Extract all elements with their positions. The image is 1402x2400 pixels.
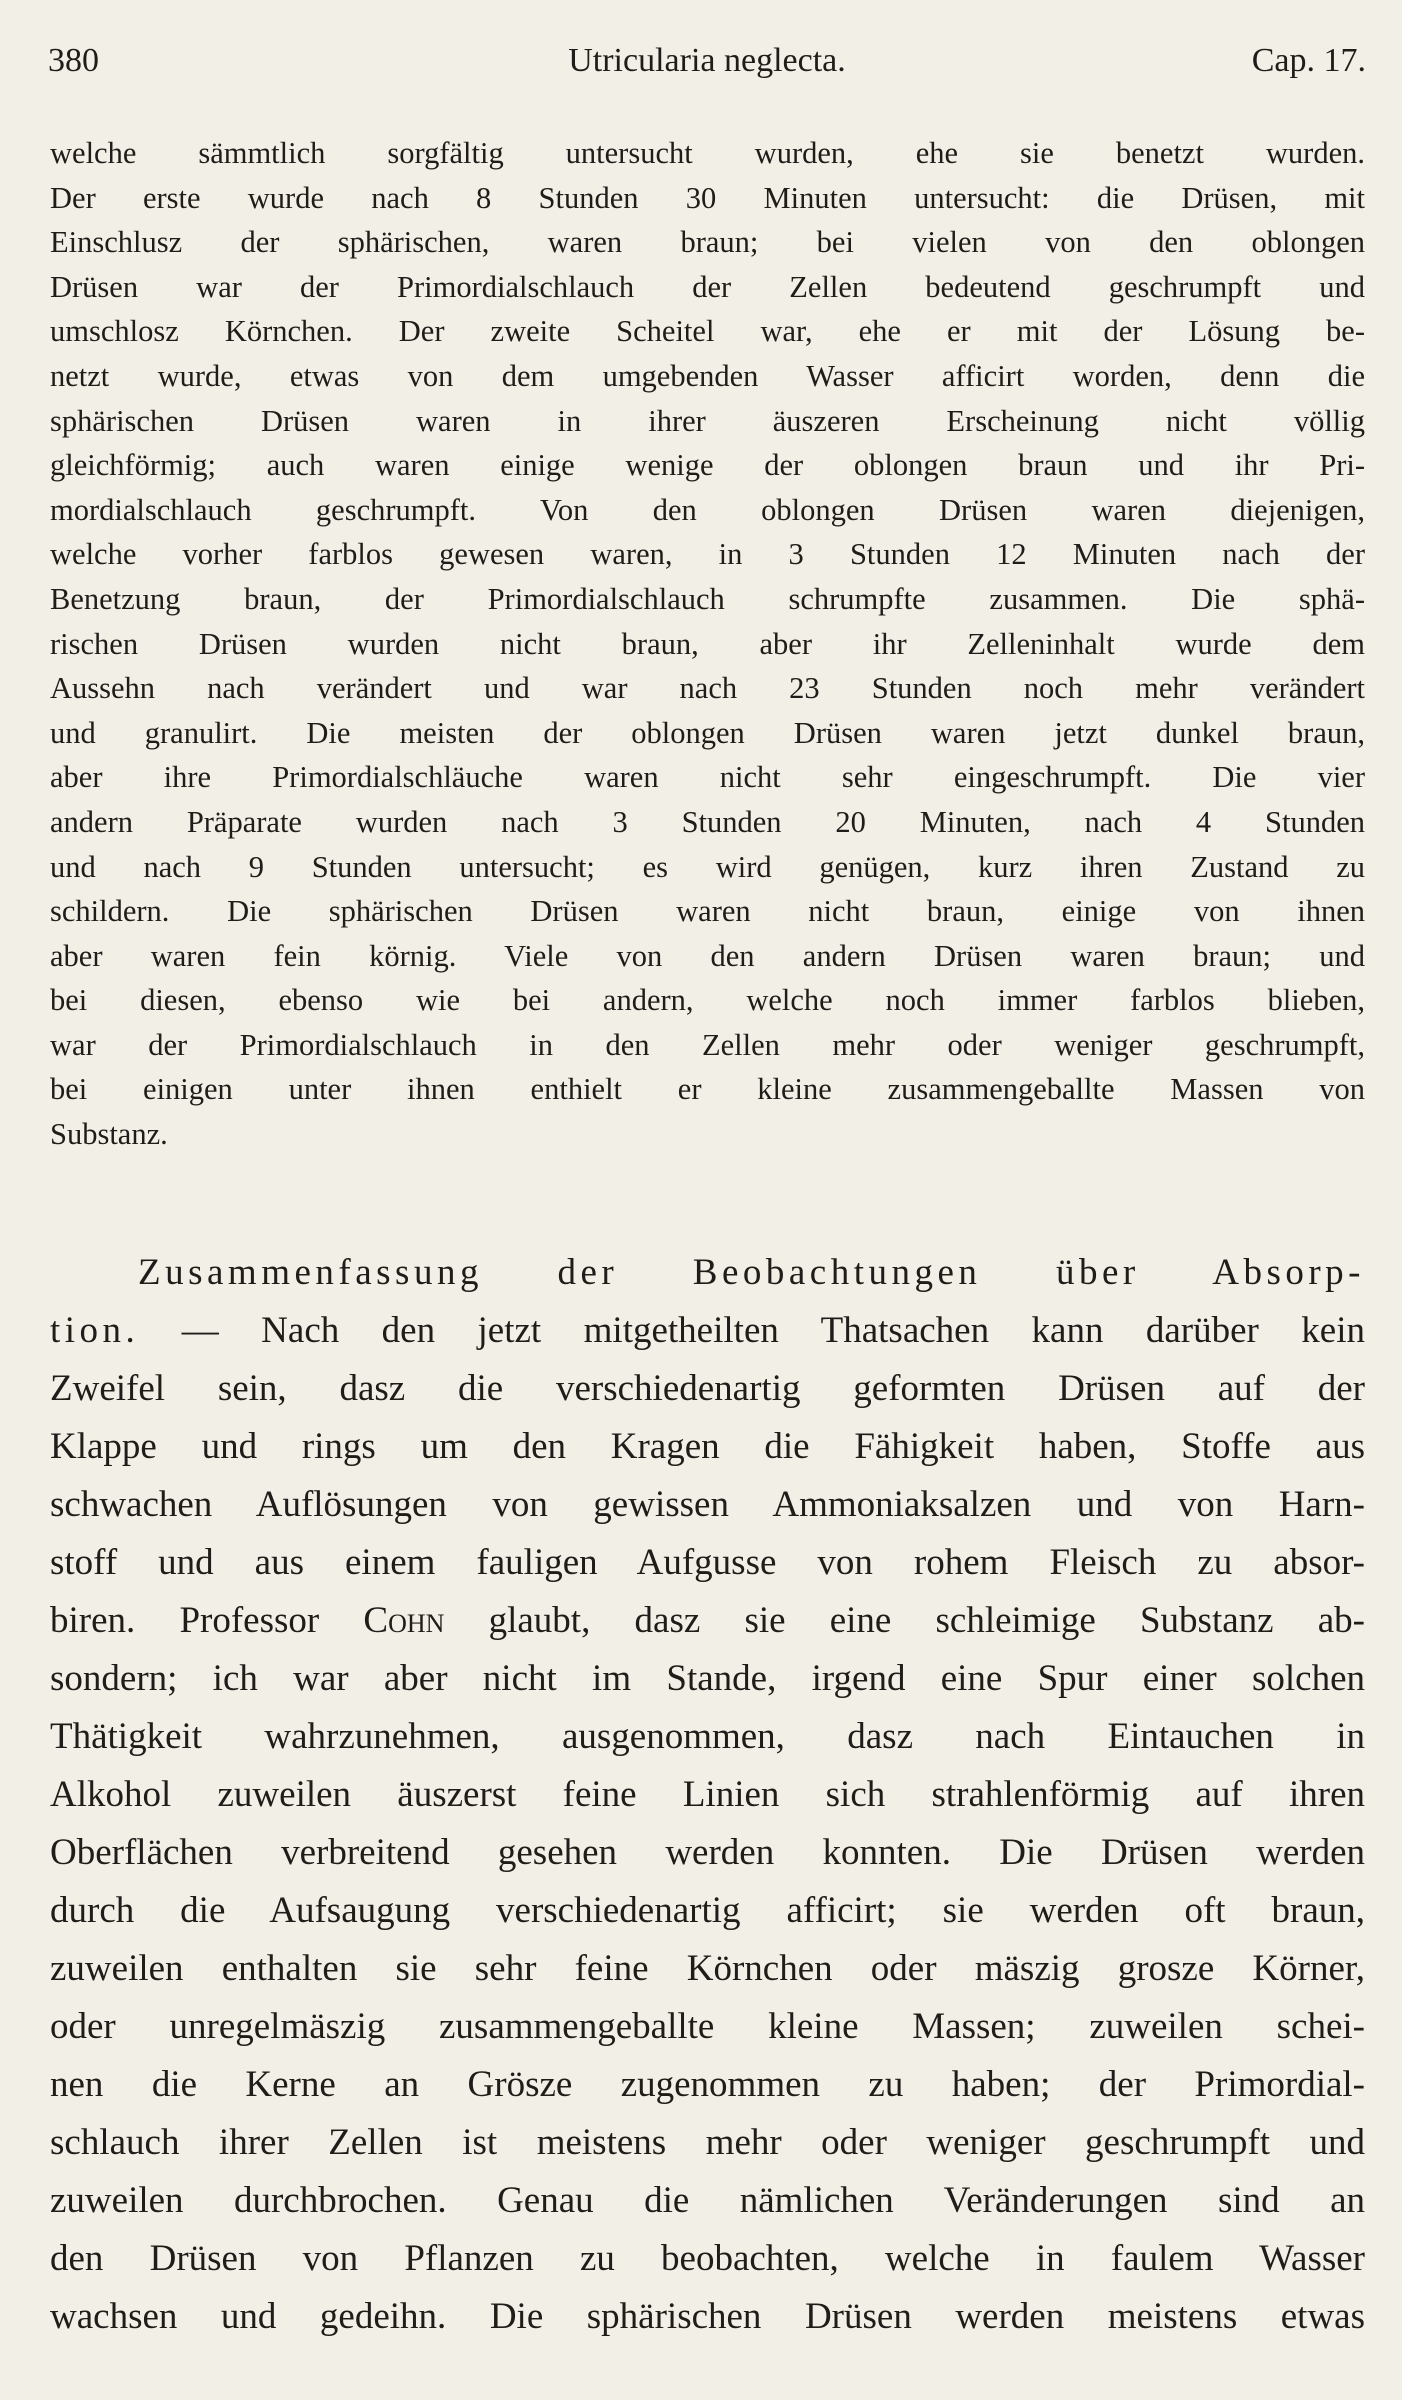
text-line: welche vorher farblos gewesen waren, in 3 Stunden 12 Minuten nach der — [50, 537, 1365, 572]
text-line: Zweifel sein, dasz die verschiedenartig geformten Drüsen auf der — [50, 1368, 1365, 1409]
text-line: gleichförmig; auch waren einige wenige der oblongen braun und ihr Pri- — [50, 448, 1365, 483]
text-line: nen die Kerne an Grösze zugenommen zu haben; der Primordial- — [50, 2064, 1365, 2105]
section-heading-end: tion. — [50, 1310, 140, 1351]
text-line: war der Primordialschlauch in den Zellen mehr oder weniger geschrumpft, — [50, 1027, 1365, 1062]
text-line: Oberflächen verbreitend gesehen werden konnten. Die Drüsen werden — [50, 1832, 1365, 1873]
running-header — [48, 42, 1366, 82]
paragraph-experiment-notes — [50, 131, 1365, 1157]
text-line: und nach 9 Stunden untersucht; es wird genügen, kurz ihren Zustand zu — [50, 849, 1365, 884]
text-line: zuweilen durchbrochen. Genau die nämlichen Veränderungen sind an — [50, 2180, 1365, 2221]
text-line: Klappe und rings um den Kragen die Fähigkeit haben, Stoffe aus — [50, 1426, 1365, 1467]
running-title: Utricularia neglecta. — [568, 42, 846, 79]
text-line: und granulirt. Die meisten der oblongen Drüsen waren jetzt dunkel braun, — [50, 715, 1365, 750]
text-run: — Nach den jetzt mitgetheilten Thatsachen kann darüber kein — [181, 1310, 1365, 1351]
text-line: zuweilen enthalten sie sehr feine Körnchen oder mäszig grosze Körner, — [50, 1948, 1365, 1989]
text-line: schlauch ihrer Zellen ist meistens mehr oder weniger geschrumpft und — [50, 2122, 1365, 2163]
paragraph-summary-absorption — [50, 1244, 1365, 2346]
text-line: bei diesen, ebenso wie bei andern, welche noch immer farblos blieben, — [50, 983, 1365, 1018]
text-line: durch die Aufsaugung verschiedenartig afficirt; sie werden oft braun, — [50, 1890, 1365, 1931]
text-line: oder unregelmäszig zusammengeballte kleine Massen; zuweilen schei- — [50, 2006, 1365, 2047]
text-line: bei einigen unter ihnen enthielt er kleine zusammengeballte Massen von — [50, 1072, 1365, 1107]
text-run: biren. Professor — [50, 1600, 320, 1641]
text-line: Substanz. — [50, 1117, 168, 1152]
text-line: Drüsen war der Primordialschlauch der Zellen bedeutend geschrumpft und — [50, 269, 1365, 304]
text-line: stoff und aus einem fauligen Aufgusse von rohem Fleisch zu absor- — [50, 1542, 1365, 1583]
text-line: sondern; ich war aber nicht im Stande, irgend eine Spur einer solchen — [50, 1658, 1365, 1699]
text-run: glaubt, dasz sie eine schleimige Substanz ab- — [488, 1600, 1365, 1641]
text-line: andern Präparate wurden nach 3 Stunden 20 Minuten, nach 4 Stunden — [50, 804, 1365, 839]
text-line: rischen Drüsen wurden nicht braun, aber ihr Zelleninhalt wurde dem — [50, 626, 1365, 661]
text-line: Thätigkeit wahrzunehmen, ausgenommen, dasz nach Eintauchen in — [50, 1716, 1365, 1757]
chapter-label: Cap. 17. — [1251, 42, 1366, 79]
page-number: 380 — [48, 42, 99, 79]
text-line: sphärischen Drüsen waren in ihrer äuszeren Erscheinung nicht völlig — [50, 403, 1365, 438]
text-line: aber waren fein körnig. Viele von den andern Drüsen waren braun; und — [50, 938, 1365, 973]
author-name: Cohn — [363, 1600, 445, 1641]
text-line — [50, 1302, 1365, 1360]
text-line — [50, 1592, 1365, 1650]
text-line: aber ihre Primordialschläuche waren nicht sehr eingeschrumpft. Die vier — [50, 760, 1365, 795]
text-line: schwachen Auflösungen von gewissen Ammoniaksalzen und von Harn- — [50, 1484, 1365, 1525]
text-line: umschlosz Körnchen. Der zweite Scheitel war, ehe er mit der Lösung be- — [50, 314, 1365, 349]
text-line: Einschlusz der sphärischen, waren braun; bei vielen von den oblongen — [50, 225, 1365, 260]
text-line: netzt wurde, etwas von dem umgebenden Wasser afficirt worden, denn die — [50, 358, 1365, 393]
section-heading: Zusammenfassung der Beobachtungen über Absorp- — [138, 1252, 1365, 1293]
text-line: wachsen und gedeihn. Die sphärischen Drüsen werden meistens etwas — [50, 2296, 1365, 2337]
text-line: den Drüsen von Pflanzen zu beobachten, welche in faulem Wasser — [50, 2238, 1365, 2279]
text-line — [50, 1244, 1365, 1302]
text-line: Alkohol zuweilen äuszerst feine Linien sich strahlenförmig auf ihren — [50, 1774, 1365, 1815]
text-line: schildern. Die sphärischen Drüsen waren nicht braun, einige von ihnen — [50, 894, 1365, 929]
text-line: mordialschlauch geschrumpft. Von den oblongen Drüsen waren diejenigen, — [50, 492, 1365, 527]
text-line: Benetzung braun, der Primordialschlauch schrumpfte zusammen. Die sphä- — [50, 581, 1365, 616]
text-line: Aussehn nach verändert und war nach 23 Stunden noch mehr verändert — [50, 671, 1365, 706]
text-line: welche sämmtlich sorgfältig untersucht wurden, ehe sie benetzt wurden. — [50, 136, 1365, 170]
text-line: Der erste wurde nach 8 Stunden 30 Minuten untersucht: die Drüsen, mit — [50, 180, 1365, 215]
